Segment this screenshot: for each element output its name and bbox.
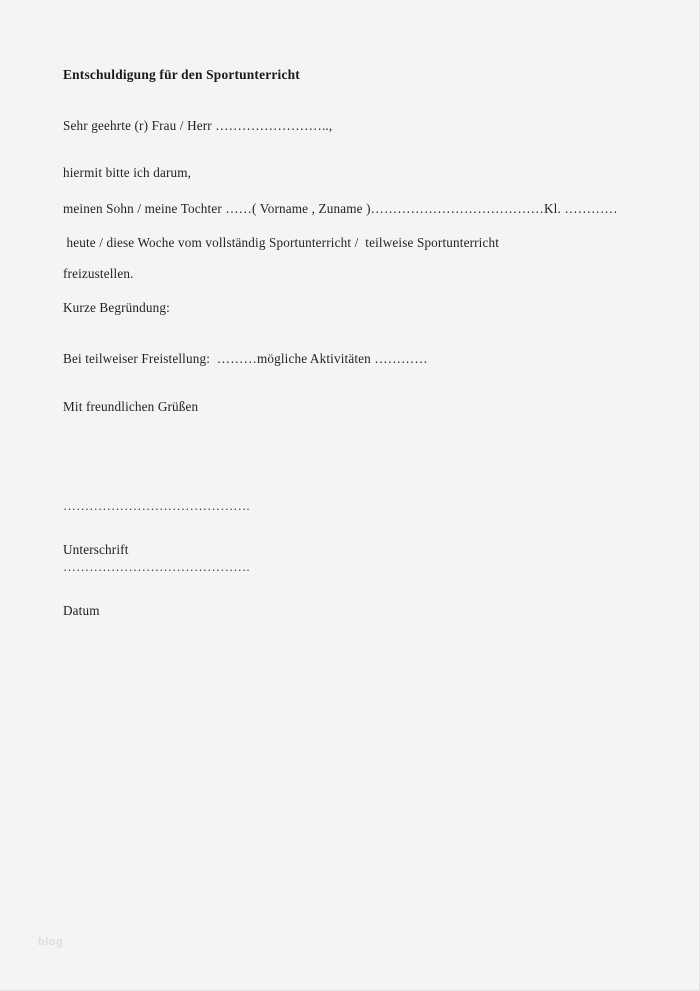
date-block: [63, 529, 250, 648]
salutation-line: Sehr geehrte (r) Frau / Herr ……………………..,: [63, 118, 333, 133]
release-verb-line: freizustellen.: [63, 266, 134, 281]
release-scope-line: heute / diese Woche vom vollständig Sportunterricht / teilweise Sportunterricht: [63, 235, 500, 250]
signature-rule: …………………………………….: [63, 498, 250, 513]
child-name-line: meinen Sohn / meine Tochter ……( Vorname , Zuname )…………………………………Kl. …………: [63, 201, 618, 216]
signature-label: Unterschrift: [63, 542, 129, 557]
closing-line: Mit freundlichen Grüßen: [63, 399, 199, 414]
date-label: Datum: [63, 603, 100, 618]
blog-watermark: blog: [38, 936, 64, 948]
date-rule: …………………………………….: [63, 559, 250, 574]
partial-activities-line: Bei teilweiser Freistellung: ………mögliche Aktivitäten …………: [63, 351, 428, 366]
document-heading: Entschuldigung für den Sportunterricht: [63, 67, 300, 82]
reason-label: Kurze Begründung:: [63, 300, 170, 315]
request-intro-line: hiermit bitte ich darum,: [63, 165, 192, 180]
